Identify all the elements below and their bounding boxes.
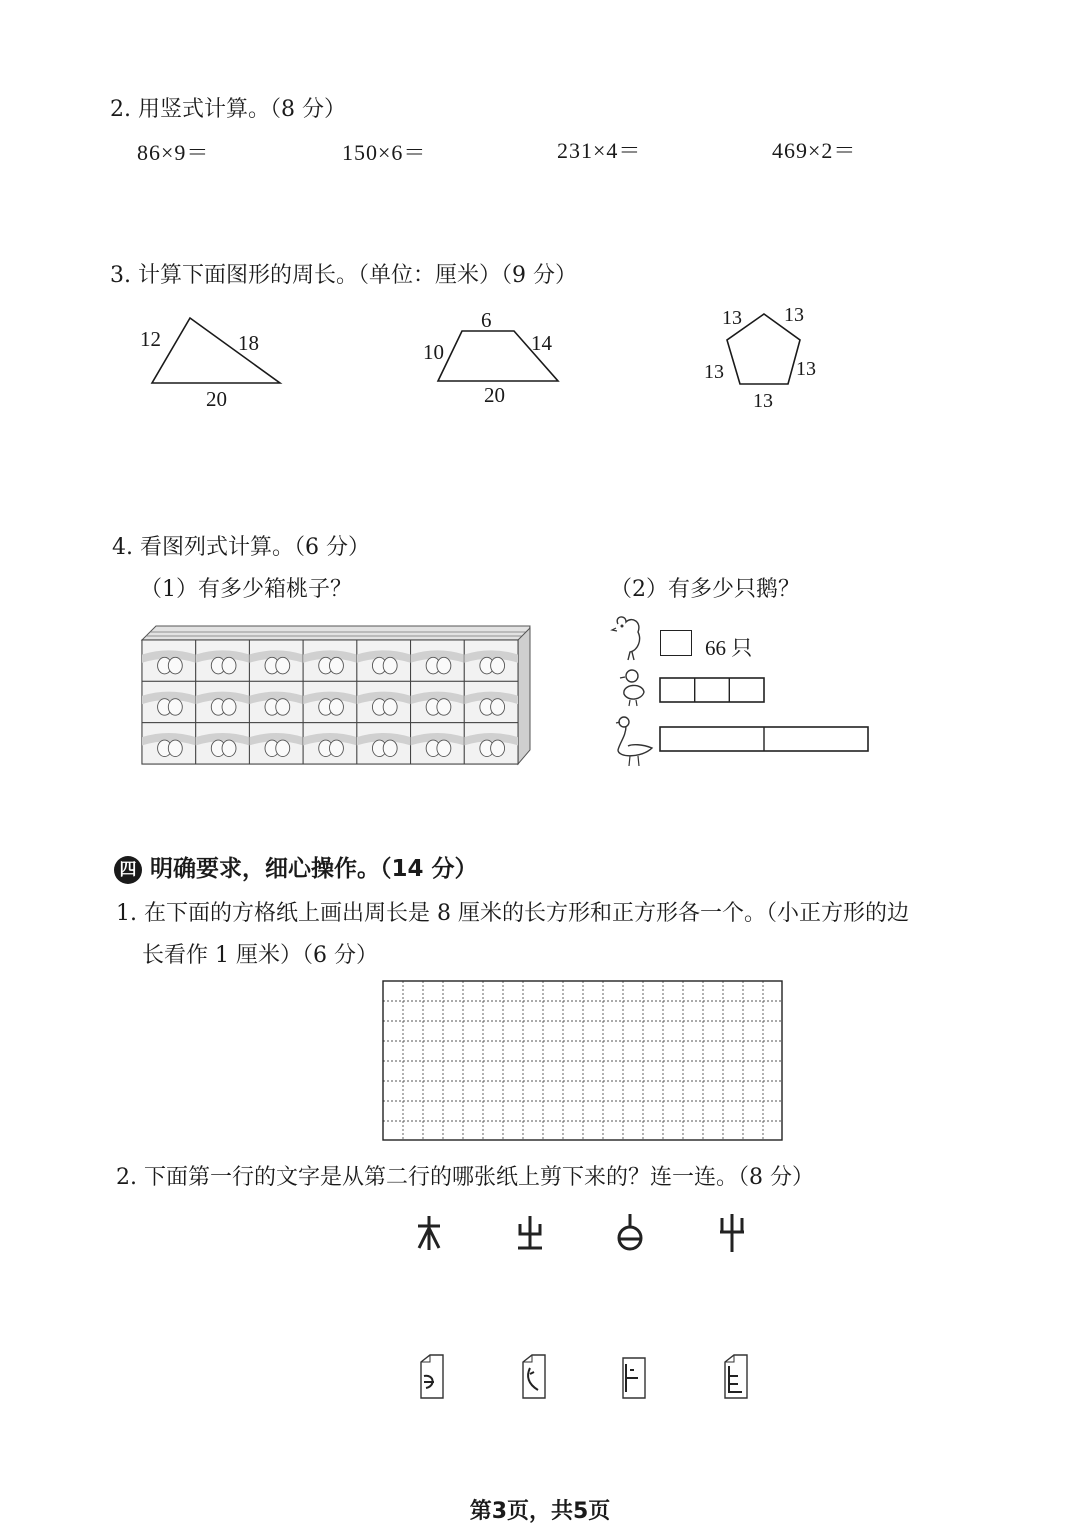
goose-icon — [612, 714, 656, 770]
expression-4: 469×2＝ — [772, 138, 857, 163]
folded-paper-2 — [520, 1352, 548, 1402]
peach-icon — [276, 657, 290, 674]
cutout-char-3 — [614, 1210, 646, 1256]
triangle-side-a: 12 — [140, 327, 161, 351]
goose-boxes — [659, 726, 871, 753]
peach-boxes-illustration — [138, 622, 533, 767]
question-4-part-2: （2）有多少只鹅？ — [610, 577, 800, 602]
rooster-icon — [608, 612, 648, 664]
peach-icon — [491, 657, 505, 674]
question-4-title: 4. 看图列式计算。（6 分） — [112, 535, 370, 560]
peach-icon — [491, 740, 505, 757]
triangle-side-c: 20 — [206, 387, 227, 411]
peach-icon — [437, 740, 451, 757]
peach-icon — [383, 740, 397, 757]
peach-icon — [329, 699, 343, 716]
peach-icon — [168, 740, 182, 757]
peach-icon — [491, 699, 505, 716]
trapezoid-bottom: 20 — [484, 383, 505, 407]
trapezoid-right: 14 — [531, 331, 552, 355]
folded-paper-1 — [418, 1352, 446, 1402]
triangle-figure — [130, 300, 300, 415]
peach-icon — [222, 657, 236, 674]
peach-icon — [437, 699, 451, 716]
trapezoid-left: 10 — [423, 340, 444, 364]
chicken-count: 66 只 — [705, 636, 753, 660]
question-4-part-1: （1）有多少箱桃子？ — [140, 577, 352, 602]
peach-icon — [383, 657, 397, 674]
operation-1-line-2: 长看作 1 厘米）（6 分） — [142, 943, 378, 968]
section-4-badge: 四 — [114, 856, 142, 884]
peach-icon — [222, 699, 236, 716]
expression-2: 150×6＝ — [342, 140, 427, 165]
peach-icon — [168, 657, 182, 674]
pentagon-right: 13 — [796, 358, 816, 380]
pentagon-top-left: 13 — [722, 307, 742, 329]
peach-icon — [329, 657, 343, 674]
pentagon-figure — [700, 300, 830, 415]
cutout-char-1 — [414, 1212, 444, 1254]
peach-icon — [383, 699, 397, 716]
peach-icon — [437, 657, 451, 674]
cutout-char-2 — [514, 1212, 546, 1254]
question-2-title: 2. 用竖式计算。（8 分） — [110, 97, 346, 122]
peach-icon — [276, 699, 290, 716]
pentagon-top-right: 13 — [784, 304, 804, 326]
triangle-side-b: 18 — [238, 331, 259, 355]
pentagon-bottom: 13 — [753, 390, 773, 412]
trapezoid-figure — [418, 305, 568, 410]
duck-icon — [612, 666, 652, 708]
trapezoid-top: 6 — [481, 308, 492, 332]
peach-icon — [168, 699, 182, 716]
cutout-char-4 — [716, 1210, 748, 1256]
peach-icon — [276, 740, 290, 757]
question-3-title: 3. 计算下面图形的周长。（单位：厘米）（9 分） — [110, 263, 577, 288]
expression-1: 86×9＝ — [137, 140, 210, 165]
operation-1-line-1: 1. 在下面的方格纸上画出周长是 8 厘米的长方形和正方形各一个。（小正方形的边 — [116, 901, 909, 926]
page-footer: 第3页，共5页 — [469, 1499, 611, 1524]
expression-3: 231×4＝ — [557, 138, 642, 163]
chicken-box — [660, 630, 692, 656]
peach-icon — [222, 740, 236, 757]
peach-icon — [329, 740, 343, 757]
operation-2-title: 2. 下面第一行的文字是从第二行的哪张纸上剪下来的？连一连。（8 分） — [116, 1165, 814, 1190]
folded-paper-4 — [722, 1352, 750, 1402]
section-4-heading — [114, 850, 478, 884]
section-4-title: 明确要求，细心操作。（14 分） — [150, 856, 478, 882]
grid-paper — [382, 980, 784, 1142]
folded-paper-3 — [620, 1352, 648, 1402]
duck-boxes — [659, 677, 767, 704]
pentagon-left: 13 — [704, 361, 724, 383]
